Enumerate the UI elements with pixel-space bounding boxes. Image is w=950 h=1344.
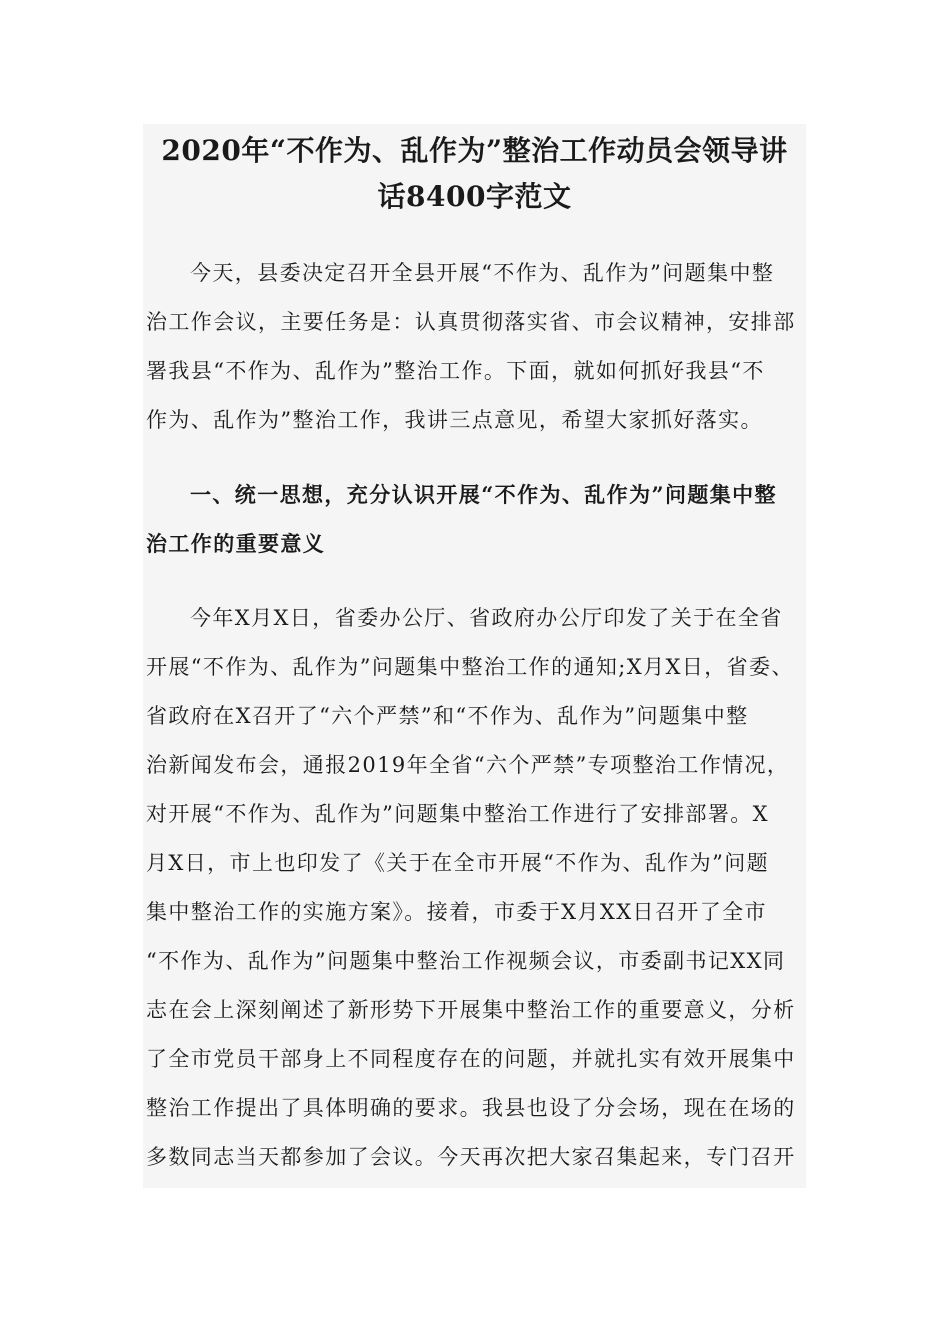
text-line: 了全市党员干部身上不同程度存在的问题，并就扎实有效开展集中 — [146, 1047, 796, 1071]
text-line: 整治工作提出了具体明确的要求。我县也设了分会场，现在在场的 — [146, 1096, 796, 1120]
text-line: 多数同志当天都参加了会议。今天再次把大家召集起来，专门召开 — [146, 1145, 796, 1169]
text-line: 治新闻发布会，通报2019年全省“六个严禁”专项整治工作情况， — [146, 753, 790, 777]
text-line: 作为、乱作为”整治工作，我讲三点意见，希望大家抓好落实。 — [146, 408, 763, 432]
title-line: 话8400字范文 — [377, 180, 572, 213]
text-line: 月X日，市上也印发了《关于在全市开展“不作为、乱作为”问题 — [146, 851, 770, 875]
text-line: 开展“不作为、乱作为”问题集中整治工作的通知;X月X日，省委、 — [146, 655, 794, 679]
text-line: 志在会上深刻阐述了新形势下开展集中整治工作的重要意义，分析 — [146, 998, 796, 1022]
title-line: 2020年“不作为、乱作为”整治工作动员会领导讲 — [161, 134, 788, 167]
text-line: 对开展“不作为、乱作为”问题集中整治工作进行了安排部署。X — [146, 802, 770, 826]
text-line: 省政府在X召开了“六个严禁”和“不作为、乱作为”问题集中整 — [146, 704, 749, 728]
text-line: 今年X月X日，省委办公厅、省政府办公厅印发了关于在全省 — [190, 606, 783, 630]
text-line: 治工作会议，主要任务是：认真贯彻落实省、市会议精神，安排部 — [146, 310, 796, 334]
document-title — [143, 128, 806, 220]
text-line: “不作为、乱作为”问题集中整治工作视频会议，市委副书记XX同 — [146, 949, 786, 973]
text-line: 集中整治工作的实施方案》。接着，市委于X月XX日召开了全市 — [146, 900, 767, 924]
text-line: 署我县“不作为、乱作为”整治工作。下面，就如何抓好我县“不 — [146, 359, 765, 383]
section-heading-1 — [146, 470, 806, 568]
paragraph-intro — [146, 249, 806, 445]
heading-line: 一、统一思想，充分认识开展“不作为、乱作为”问题集中整 — [190, 482, 777, 507]
text-line: 今天，县委决定召开全县开展“不作为、乱作为”问题集中整 — [190, 261, 775, 285]
heading-line: 治工作的重要意义 — [146, 531, 326, 556]
paragraph-section-1 — [146, 594, 806, 1182]
